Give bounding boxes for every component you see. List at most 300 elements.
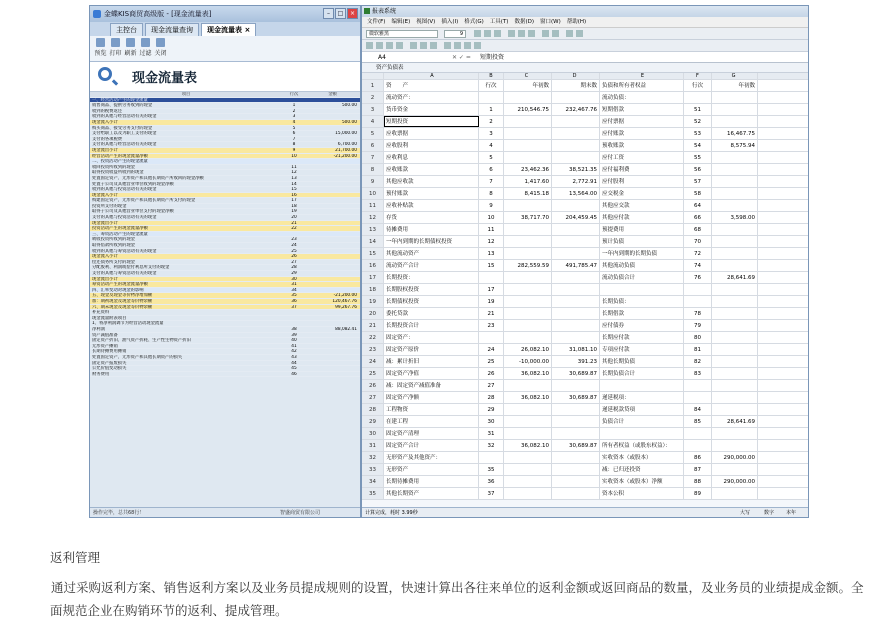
sheet-cell[interactable] <box>712 224 758 235</box>
sheet-cell[interactable]: 其他流动资产 <box>384 248 479 259</box>
sheet-cell[interactable]: 年初数 <box>504 80 552 91</box>
sheet-cell[interactable] <box>479 272 504 283</box>
font-size-select[interactable]: 9 <box>444 30 466 38</box>
sheet-cell[interactable]: 长期投资合计 <box>384 320 479 331</box>
sheet-cell[interactable]: 5 <box>479 152 504 163</box>
sheet-cell[interactable]: 应付工资 <box>600 152 684 163</box>
sheet-cell[interactable]: 64 <box>684 200 712 211</box>
sheet-cell[interactable]: 28,641.69 <box>712 416 758 427</box>
sheet-cell[interactable]: 行次 <box>684 80 712 91</box>
sheet-cell[interactable]: 其他长期负债 <box>600 356 684 367</box>
sheet-cell[interactable]: 88 <box>684 476 712 487</box>
tab-cashflow-query[interactable]: 现金流量查询 <box>145 23 199 36</box>
sheet-cell[interactable] <box>504 224 552 235</box>
sheet-cell[interactable]: 负债合计 <box>600 416 684 427</box>
sheet-cell[interactable]: 流动资产： <box>384 92 479 103</box>
sheet-cell[interactable] <box>504 416 552 427</box>
sheet-cell[interactable] <box>552 320 600 331</box>
column-header[interactable]: D <box>552 73 600 79</box>
cashflow-row[interactable] <box>90 372 361 378</box>
sheet-cell[interactable]: 23 <box>479 320 504 331</box>
sheet-cell[interactable] <box>712 248 758 259</box>
minimize-icon[interactable]: – <box>323 8 334 19</box>
sheet-cell[interactable]: 6 <box>479 164 504 175</box>
sheet-cell[interactable]: 应付账款 <box>600 128 684 139</box>
sheet-cell[interactable] <box>504 200 552 211</box>
column-header[interactable]: F <box>684 73 712 79</box>
sheet-cell[interactable] <box>504 404 552 415</box>
menu-item[interactable]: 插入(I) <box>441 19 459 25</box>
sheet-cell[interactable]: 70 <box>684 236 712 247</box>
sheet-cell[interactable]: 82 <box>684 356 712 367</box>
sheet-cell[interactable]: 应收账款 <box>384 164 479 175</box>
sheet-cell[interactable] <box>712 260 758 271</box>
print-button[interactable] <box>108 36 123 61</box>
sheet-cell[interactable] <box>712 332 758 343</box>
sheet-cell[interactable]: 所有者权益（或股东权益）： <box>600 440 684 451</box>
sheet-cell[interactable] <box>552 116 600 127</box>
sheet-cell[interactable] <box>479 332 504 343</box>
row-number[interactable]: 24 <box>362 356 384 367</box>
row-number[interactable]: 4 <box>362 116 384 127</box>
row-number[interactable]: 21 <box>362 320 384 331</box>
sheet-cell[interactable]: 2,772.91 <box>552 176 600 187</box>
sheet-cell[interactable] <box>552 92 600 103</box>
sheet-cell[interactable]: 应收票据 <box>384 128 479 139</box>
sheet-cell[interactable] <box>712 92 758 103</box>
sheet-cell[interactable] <box>712 440 758 451</box>
sheet-cell[interactable] <box>552 416 600 427</box>
column-header[interactable]: B <box>479 73 504 79</box>
sheet-cell[interactable] <box>504 428 552 439</box>
sheet-cell[interactable]: 204,459.45 <box>552 212 600 223</box>
sheet-cell[interactable] <box>504 308 552 319</box>
sheet-cell[interactable]: 21 <box>479 308 504 319</box>
sheet-cell[interactable] <box>552 236 600 247</box>
sheet-cell[interactable]: 应交税金 <box>600 188 684 199</box>
sheet-cell[interactable] <box>552 452 600 463</box>
sheet-cell[interactable]: 行次 <box>479 80 504 91</box>
sheet-cell[interactable]: 应付票据 <box>600 116 684 127</box>
row-number[interactable]: 11 <box>362 200 384 211</box>
sheet-cell[interactable] <box>712 200 758 211</box>
row-number[interactable]: 12 <box>362 212 384 223</box>
sheet-cell[interactable]: 23,462.36 <box>504 164 552 175</box>
sheet-cell[interactable]: 58 <box>684 188 712 199</box>
row-number[interactable]: 7 <box>362 152 384 163</box>
sheet-cell[interactable] <box>552 476 600 487</box>
sheet-cell[interactable] <box>684 380 712 391</box>
sheet-cell[interactable] <box>712 404 758 415</box>
filter-button[interactable] <box>138 36 153 61</box>
sheet-cell[interactable]: 31 <box>479 428 504 439</box>
sheet-cell[interactable] <box>504 488 552 499</box>
row-number[interactable]: 3 <box>362 104 384 115</box>
sheet-cell[interactable] <box>552 308 600 319</box>
sheet-cell[interactable] <box>504 464 552 475</box>
currency-icon[interactable] <box>542 30 549 37</box>
sheet-cell[interactable]: 87 <box>684 464 712 475</box>
sheet-cell[interactable]: 26 <box>479 368 504 379</box>
sheet-cell[interactable] <box>712 320 758 331</box>
row-number[interactable]: 26 <box>362 380 384 391</box>
sheet-cell[interactable]: 其他长期资产 <box>384 488 479 499</box>
underline-icon[interactable] <box>494 30 501 37</box>
row-number[interactable]: 2 <box>362 92 384 103</box>
sheet-cell[interactable]: 80 <box>684 332 712 343</box>
fx-icon[interactable] <box>454 42 461 49</box>
sheet-cell[interactable] <box>712 428 758 439</box>
sheet-cell[interactable] <box>552 296 600 307</box>
align-center-icon[interactable] <box>518 30 525 37</box>
sheet-cell[interactable] <box>504 92 552 103</box>
sheet-cell[interactable] <box>684 428 712 439</box>
sheet-cell[interactable]: 74 <box>684 260 712 271</box>
sheet-cell[interactable]: 13,564.00 <box>552 188 600 199</box>
column-header[interactable]: G <box>712 73 758 79</box>
close-icon[interactable]: × <box>347 8 358 19</box>
sheet-cell[interactable] <box>479 92 504 103</box>
menu-item[interactable]: 格式(G) <box>464 19 484 25</box>
sheet-cell[interactable]: 一年内到期的长期负债 <box>600 248 684 259</box>
sheet-cell[interactable]: 16,467.75 <box>712 128 758 139</box>
sheet-cell[interactable]: 一年内到期的长期债权投资 <box>384 236 479 247</box>
row-number[interactable]: 15 <box>362 248 384 259</box>
sheet-cell[interactable] <box>552 272 600 283</box>
sheet-cell[interactable]: 待摊费用 <box>384 224 479 235</box>
sheet-cell[interactable]: 预提费用 <box>600 224 684 235</box>
sheet-cell[interactable] <box>479 452 504 463</box>
sheet-cell[interactable]: 78 <box>684 308 712 319</box>
sheet-cell[interactable]: 31,081.10 <box>552 344 600 355</box>
sheet-cell[interactable]: 30,689.87 <box>552 392 600 403</box>
sheet-cell[interactable]: 期末数 <box>552 80 600 91</box>
sheet-cell[interactable]: 27 <box>479 380 504 391</box>
sheet-cell[interactable]: 工程物资 <box>384 404 479 415</box>
sheet-cell[interactable]: 其他应付款 <box>600 212 684 223</box>
sheet-cell[interactable]: 货币资金 <box>384 104 479 115</box>
sheet-cell[interactable] <box>504 152 552 163</box>
sheet-cell[interactable]: 52 <box>684 116 712 127</box>
sheet-cell[interactable]: 预收账款 <box>600 140 684 151</box>
sheet-cell[interactable] <box>552 332 600 343</box>
row-number[interactable]: 6 <box>362 140 384 151</box>
sheet-cell[interactable]: 72 <box>684 248 712 259</box>
sheet-cell[interactable]: 固定资产： <box>384 332 479 343</box>
sheet-cell[interactable]: 290,000.00 <box>712 452 758 463</box>
sheet-cell[interactable]: 长期负债合计 <box>600 368 684 379</box>
sheet-cell[interactable]: 1,417.60 <box>504 176 552 187</box>
menu-item[interactable]: 编辑(E) <box>391 19 411 25</box>
sheet-cell[interactable]: 25 <box>479 356 504 367</box>
row-number[interactable]: 29 <box>362 416 384 427</box>
sheet-cell[interactable] <box>712 104 758 115</box>
row-number[interactable]: 32 <box>362 452 384 463</box>
sheet-cell[interactable] <box>684 392 712 403</box>
row-number[interactable]: 1 <box>362 80 384 91</box>
sheet-cell[interactable] <box>600 380 684 391</box>
row-number[interactable]: 33 <box>362 464 384 475</box>
sheet-cell[interactable]: 36,082.10 <box>504 368 552 379</box>
sheet-cell[interactable]: 应收补贴款 <box>384 200 479 211</box>
sheet-cell[interactable]: 210,546.75 <box>504 104 552 115</box>
undo-icon[interactable] <box>444 42 451 49</box>
sheet-cell[interactable]: 其他应收款 <box>384 176 479 187</box>
row-number[interactable]: 10 <box>362 188 384 199</box>
sheet-cell[interactable]: 76 <box>684 272 712 283</box>
sheet-cell[interactable] <box>600 428 684 439</box>
sheet-cell[interactable]: 8 <box>479 188 504 199</box>
cell-reference[interactable]: A4 <box>378 54 386 61</box>
sheet-cell[interactable] <box>504 140 552 151</box>
formula-icons[interactable]: ✕ ✓ = <box>452 54 471 61</box>
sheet-cell[interactable] <box>552 488 600 499</box>
formula-input[interactable]: 短期投资 <box>480 54 505 61</box>
sheet-cell[interactable]: 长期债权投资 <box>384 296 479 307</box>
row-number[interactable]: 25 <box>362 368 384 379</box>
sheet-cell[interactable]: 年初数 <box>712 80 758 91</box>
preview-button[interactable] <box>93 36 108 61</box>
save-icon[interactable] <box>376 42 383 49</box>
sheet-cell[interactable]: 长期投资： <box>384 272 479 283</box>
sheet-cell[interactable]: 38,521.35 <box>552 164 600 175</box>
font-name-select[interactable]: 微软雅黑 <box>366 30 438 38</box>
sheet-cell[interactable]: 37 <box>479 488 504 499</box>
sheet-cell[interactable]: 实收资本（或股本）净额 <box>600 476 684 487</box>
sheet-cell[interactable]: 24 <box>479 344 504 355</box>
sheet-cell[interactable]: 54 <box>684 140 712 151</box>
sheet-cell[interactable]: 15 <box>479 260 504 271</box>
sheet-cell[interactable] <box>712 284 758 295</box>
sheet-cell[interactable] <box>712 236 758 247</box>
sheet-cell[interactable]: 流动资产合计 <box>384 260 479 271</box>
sheet-cell[interactable] <box>552 152 600 163</box>
sheet-cell[interactable]: 无形资产 <box>384 464 479 475</box>
sheet-cell[interactable]: 85 <box>684 416 712 427</box>
align-left-icon[interactable] <box>508 30 515 37</box>
sheet-cell[interactable] <box>504 332 552 343</box>
sheet-cell[interactable]: 短期借款 <box>600 104 684 115</box>
column-header[interactable] <box>362 73 384 79</box>
refresh-button[interactable] <box>123 36 138 61</box>
sheet-cell[interactable]: 固定资产净额 <box>384 392 479 403</box>
sheet-cell[interactable]: 7 <box>479 176 504 187</box>
sheet-cell[interactable] <box>504 320 552 331</box>
sheet-cell[interactable] <box>504 284 552 295</box>
row-number[interactable]: 14 <box>362 236 384 247</box>
sheet-cell[interactable] <box>712 392 758 403</box>
sheet-cell[interactable]: 资本公积 <box>600 488 684 499</box>
sheet-cell[interactable]: 长期股权投资 <box>384 284 479 295</box>
sheet-cell[interactable]: 固定资产合计 <box>384 440 479 451</box>
sheet-cell[interactable] <box>504 296 552 307</box>
menu-item[interactable]: 视图(V) <box>416 19 436 25</box>
italic-icon[interactable] <box>484 30 491 37</box>
sheet-cell[interactable]: 专项应付款 <box>600 344 684 355</box>
close-button[interactable] <box>153 36 168 61</box>
sheet-cell[interactable]: 2 <box>479 116 504 127</box>
sheet-cell[interactable]: -10,000.00 <box>504 356 552 367</box>
sheet-cell[interactable] <box>712 464 758 475</box>
sheet-cell[interactable]: 1 <box>479 104 504 115</box>
sheet-cell[interactable]: 其他应交款 <box>600 200 684 211</box>
sheet-cell[interactable]: 递延税项： <box>600 392 684 403</box>
sheet-tab[interactable]: 资产负债表 <box>362 63 808 73</box>
sheet-cell[interactable]: 减：已归还投资 <box>600 464 684 475</box>
sheet-cell[interactable]: 81 <box>684 344 712 355</box>
sheet-cell[interactable]: 491,785.47 <box>552 260 600 271</box>
sheet-cell[interactable]: 56 <box>684 164 712 175</box>
sheet-cell[interactable]: 290,000.00 <box>712 476 758 487</box>
sort-icon[interactable] <box>474 42 481 49</box>
sheet-cell[interactable]: 3,598.00 <box>712 212 758 223</box>
sheet-cell[interactable] <box>504 248 552 259</box>
row-number[interactable]: 19 <box>362 296 384 307</box>
border-icon[interactable] <box>566 30 573 37</box>
sheet-cell[interactable] <box>600 284 684 295</box>
preview-icon[interactable] <box>396 42 403 49</box>
menu-item[interactable]: 数据(D) <box>514 19 534 25</box>
sheet-cell[interactable]: 30 <box>479 416 504 427</box>
row-number[interactable]: 16 <box>362 260 384 271</box>
sheet-cell[interactable]: 递延税款贷项 <box>600 404 684 415</box>
tab-console[interactable]: 主控台 <box>110 23 143 36</box>
sheet-cell[interactable]: 36,082.10 <box>504 392 552 403</box>
row-number[interactable]: 22 <box>362 332 384 343</box>
sheet-cell[interactable]: 资 产 <box>384 80 479 91</box>
tab-close-icon[interactable]: × <box>244 26 251 34</box>
sheet-cell[interactable] <box>712 344 758 355</box>
sheet-cell[interactable] <box>552 140 600 151</box>
sheet-cell[interactable]: 长期应付款 <box>600 332 684 343</box>
row-number[interactable]: 35 <box>362 488 384 499</box>
menu-item[interactable]: 工具(T) <box>489 19 509 25</box>
align-right-icon[interactable] <box>528 30 535 37</box>
row-number[interactable]: 34 <box>362 476 384 487</box>
sheet-cell[interactable]: 10 <box>479 212 504 223</box>
sheet-cell[interactable]: 36,082.10 <box>504 440 552 451</box>
sheet-cell[interactable]: 委托贷款 <box>384 308 479 319</box>
sheet-cell[interactable]: 3 <box>479 128 504 139</box>
sheet-cell[interactable] <box>712 356 758 367</box>
sheet-cell[interactable]: 固定资产原价 <box>384 344 479 355</box>
sheet-cell[interactable]: 36 <box>479 476 504 487</box>
sheet-cell[interactable]: 89 <box>684 488 712 499</box>
sheet-cell[interactable] <box>552 248 600 259</box>
sheet-cell[interactable] <box>712 380 758 391</box>
sheet-cell[interactable]: 55 <box>684 152 712 163</box>
sheet-cell[interactable]: 68 <box>684 224 712 235</box>
sheet-cell[interactable]: 无形资产及其他资产： <box>384 452 479 463</box>
sheet-cell[interactable]: 12 <box>479 236 504 247</box>
sheet-cell[interactable] <box>552 464 600 475</box>
sheet-cell[interactable]: 减：固定资产减值准备 <box>384 380 479 391</box>
sheet-cell[interactable]: 26,082.10 <box>504 344 552 355</box>
sheet-cell[interactable] <box>504 380 552 391</box>
sheet-cell[interactable]: 在建工程 <box>384 416 479 427</box>
row-number[interactable]: 17 <box>362 272 384 283</box>
row-number[interactable]: 31 <box>362 440 384 451</box>
row-number[interactable]: 20 <box>362 308 384 319</box>
maximize-icon[interactable]: □ <box>335 8 346 19</box>
sheet-cell[interactable]: 13 <box>479 248 504 259</box>
sheet-cell[interactable]: 19 <box>479 296 504 307</box>
sheet-cell[interactable]: 应付福利费 <box>600 164 684 175</box>
sheet-cell[interactable]: 53 <box>684 128 712 139</box>
row-number[interactable]: 13 <box>362 224 384 235</box>
sheet-cell[interactable]: 短期投资 <box>384 116 479 127</box>
sheet-cell[interactable]: 29 <box>479 404 504 415</box>
sum-icon[interactable] <box>464 42 471 49</box>
sheet-cell[interactable]: 8,575.94 <box>712 140 758 151</box>
sheet-cell[interactable] <box>712 188 758 199</box>
sheet-cell[interactable]: 其他流动负债 <box>600 260 684 271</box>
row-number[interactable]: 27 <box>362 392 384 403</box>
sheet-cell[interactable] <box>504 236 552 247</box>
sheet-cell[interactable]: 应收利息 <box>384 152 479 163</box>
sheet-cell[interactable] <box>552 380 600 391</box>
sheet-cell[interactable]: 固定资产清理 <box>384 428 479 439</box>
column-header[interactable]: A <box>384 73 479 79</box>
sheet-cell[interactable]: 实收资本（或股本） <box>600 452 684 463</box>
row-number[interactable]: 30 <box>362 428 384 439</box>
sheet-cell[interactable]: 负债和所有者权益 <box>600 80 684 91</box>
sheet-cell[interactable]: 固定资产净值 <box>384 368 479 379</box>
menu-item[interactable]: 帮助(H) <box>566 19 587 25</box>
sheet-cell[interactable]: 30,689.87 <box>552 368 600 379</box>
row-number[interactable]: 9 <box>362 176 384 187</box>
sheet-cell[interactable]: 79 <box>684 320 712 331</box>
sheet-cell[interactable] <box>552 224 600 235</box>
row-number[interactable]: 28 <box>362 404 384 415</box>
sheet-cell[interactable]: 66 <box>684 212 712 223</box>
sheet-cell[interactable]: 预计负债 <box>600 236 684 247</box>
sheet-cell[interactable]: 57 <box>684 176 712 187</box>
paste-icon[interactable] <box>430 42 437 49</box>
sheet-cell[interactable]: 流动负债： <box>600 92 684 103</box>
sheet-cell[interactable] <box>684 284 712 295</box>
sheet-cell[interactable]: 28 <box>479 392 504 403</box>
sheet-cell[interactable]: 38,717.70 <box>504 212 552 223</box>
sheet-cell[interactable]: 30,689.87 <box>552 440 600 451</box>
tab-cashflow-report[interactable] <box>201 23 256 36</box>
sheet-cell[interactable] <box>712 164 758 175</box>
sheet-cell[interactable] <box>504 116 552 127</box>
sheet-cell[interactable]: 86 <box>684 452 712 463</box>
sheet-cell[interactable] <box>552 200 600 211</box>
sheet-cell[interactable] <box>712 488 758 499</box>
sheet-cell[interactable] <box>712 176 758 187</box>
sheet-cell[interactable]: 应收股利 <box>384 140 479 151</box>
sheet-cell[interactable] <box>712 116 758 127</box>
sheet-cell[interactable] <box>684 92 712 103</box>
sheet-cell[interactable]: 282,559.59 <box>504 260 552 271</box>
print-icon[interactable] <box>386 42 393 49</box>
sheet-cell[interactable] <box>712 308 758 319</box>
sheet-cell[interactable]: 预付账款 <box>384 188 479 199</box>
row-number[interactable]: 23 <box>362 344 384 355</box>
copy-icon[interactable] <box>420 42 427 49</box>
sheet-cell[interactable]: 8,415.18 <box>504 188 552 199</box>
row-number[interactable]: 18 <box>362 284 384 295</box>
sheet-cell[interactable]: 17 <box>479 284 504 295</box>
column-header[interactable]: E <box>600 73 684 79</box>
sheet-cell[interactable]: 391.23 <box>552 356 600 367</box>
sheet-cell[interactable]: 84 <box>684 404 712 415</box>
sheet-cell[interactable]: 流动负债合计 <box>600 272 684 283</box>
sheet-cell[interactable] <box>552 128 600 139</box>
percent-icon[interactable] <box>552 30 559 37</box>
